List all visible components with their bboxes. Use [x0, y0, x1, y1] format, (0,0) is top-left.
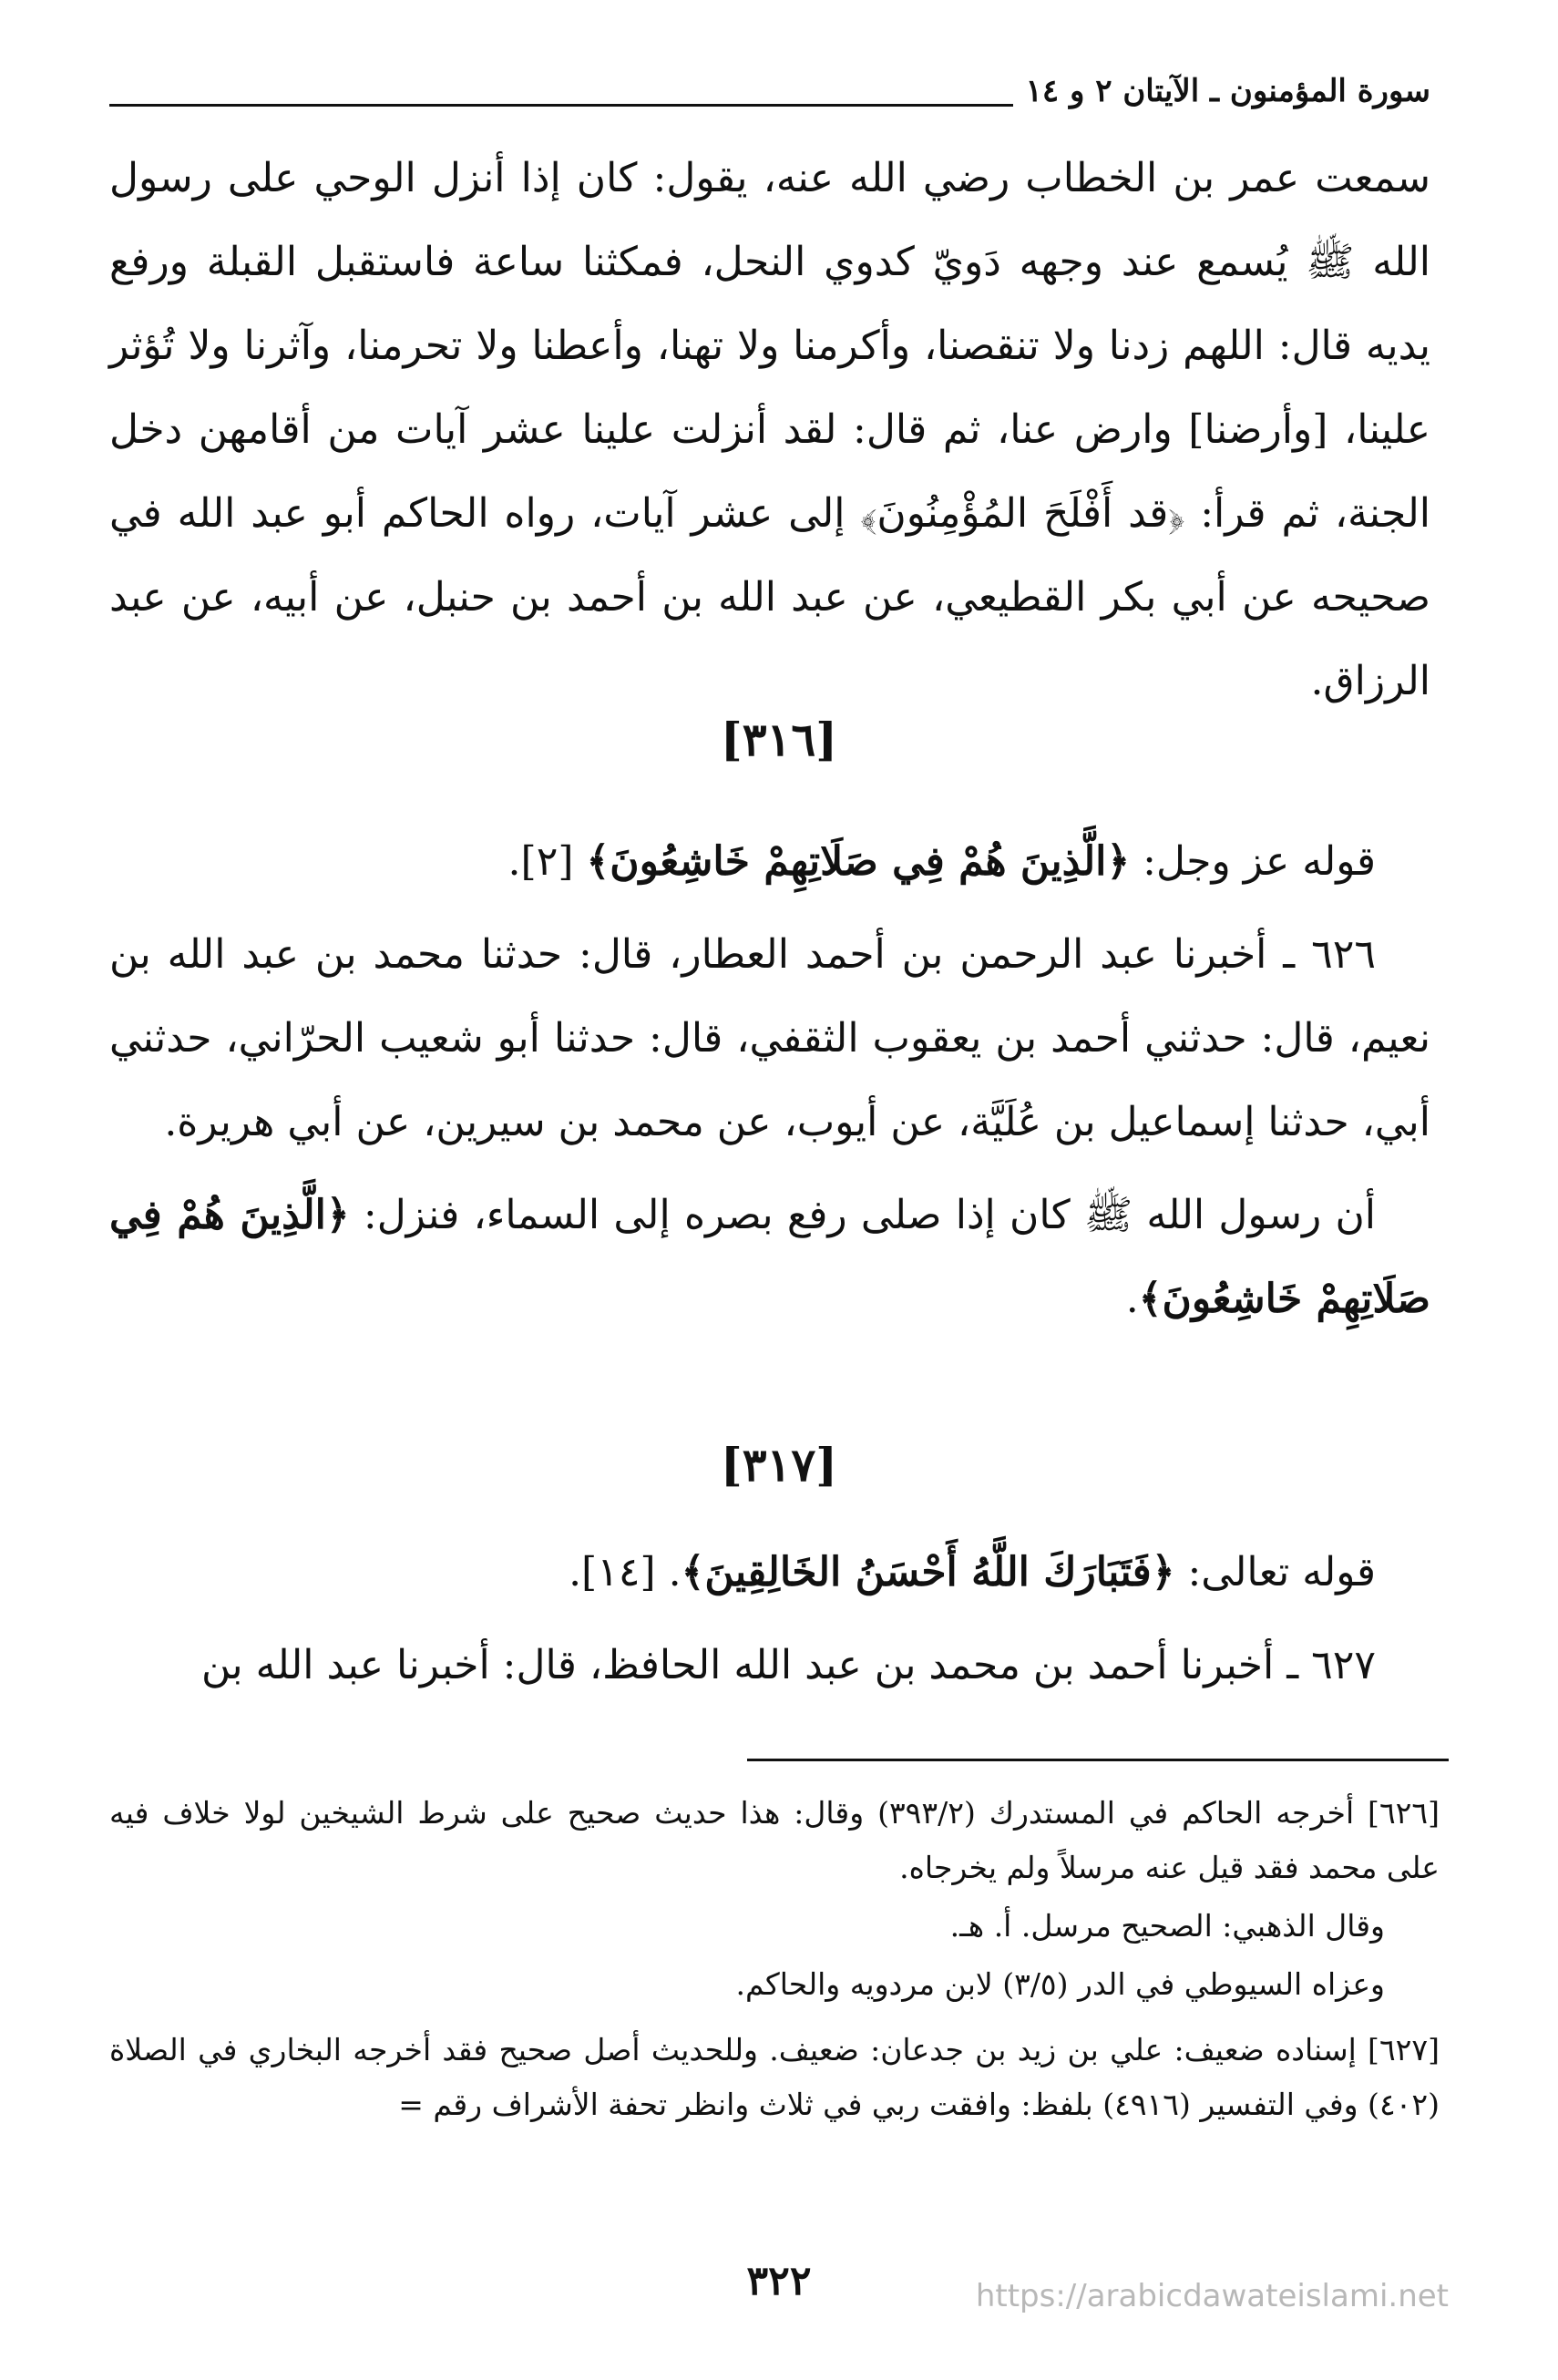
footnote-rule — [747, 1759, 1449, 1761]
page-number: ٣٢٢ — [746, 2258, 812, 2304]
running-header — [109, 73, 1430, 128]
footnote-626: [٦٢٦] أخرجه الحاكم في المستدرك (٣٩٣/٢) وقال: هذا حديث صحيح على شرط الشيخين لولا خلاف فيه على محمد فقد قيل عنه مرسلاً ولم يخرجاه. — [109, 1795, 1440, 1885]
section-316-block — [109, 820, 1430, 1341]
section-number-317: [٣١٧] — [721, 1438, 837, 1492]
section-number-316: [٣١٦] — [721, 713, 837, 766]
verse-reference: [٢]. — [507, 838, 587, 885]
quran-verse: ﴿الَّذِينَ هُمْ فِي صَلَاتِهِمْ خَاشِعُونَ﴾ — [109, 1192, 1430, 1322]
footnote-627: [٦٢٧] إسناده ضعيف: علي بن زيد بن جدعان: ضعيف. وللحديث أصل صحيح فقد أخرجه البخاري في الصلاة (٤٠٢) وفي التفسير (٤٩١٦) بلفظ: وافقت ربي في ثلاث وانظر تحفة الأشراف رقم = — [109, 2032, 1440, 2122]
section-317-block — [109, 1531, 1430, 1708]
narration-626: ٦٢٦ ـ أخبرنا عبد الرحمن بن أحمد العطار، قال: حدثنا محمد بن عبد الله بن نعيم، قال: حدثني أحمد بن يعقوب الثقفي، قال: حدثنا أبو شعيب الحرّاني، حدثني أبي، حدثنا إسماعيل بن عُلَيَّة، عن أيوب، عن محمد بن سيرين، عن أبي هريرة. — [109, 931, 1430, 1145]
intro-paragraph: سمعت عمر بن الخطاب رضي الله عنه، يقول: كان إذا أنزل الوحي على رسول الله ﷺ يُسمع عند وجهه دَويّ كدوي النحل، فمكثنا ساعة فاستقبل القبلة ورفع يديه قال: اللهم زدنا ولا تنقصنا، وأكرمنا ولا تهنا، وأعطنا ولا تحرمنا، وآثرنا ولا تُؤثر علينا، [وأرضنا] وارض عنا، ثم قال: لقد أنزلت علينا عشر آيات من أقامهن دخل الجنة، ثم قرأ: ﴿قد أَفْلَحَ المُؤْمِنُونَ﴾ إلى عشر آيات، رواه الحاكم أبو عبد الله في صحيحه عن أبي بكر القطيعي، عن عبد الله بن أحمد بن حنبل، عن أبيه، عن عبد الرزاق. — [109, 155, 1430, 704]
narration-627: ٦٢٧ ـ أخبرنا أحمد بن محمد بن عبد الله الحافظ، قال: أخبرنا عبد الله بن — [200, 1642, 1376, 1688]
verse-heading-317 — [109, 1531, 1430, 1615]
intro-paragraph-block — [109, 137, 1430, 723]
footnotes — [109, 1786, 1440, 2136]
hadith-text: أن رسول الله ﷺ كان إذا صلى رفع بصره إلى السماء، فنزل: — [349, 1192, 1377, 1238]
running-header-title: سورة المؤمنون ـ الآيتان ٢ و ١٤ — [1013, 73, 1430, 109]
quran-verse: ﴿فَتَبَارَكَ اللَّهُ أَحْسَنُ الخَالِقِينَ﴾ — [681, 1549, 1175, 1595]
verse-intro: قوله عز وجل: — [1130, 838, 1376, 885]
hadith-end: . — [1125, 1276, 1139, 1322]
verse-heading-316 — [109, 820, 1430, 904]
quran-verse: ﴿الَّذِينَ هُمْ فِي صَلَاتِهِمْ خَاشِعُونَ﴾ — [586, 838, 1131, 885]
verse-reference: . [١٤]. — [569, 1549, 682, 1595]
watermark-url: https://arabicdawateislami.net — [975, 2278, 1449, 2314]
footnote-626-line: وقال الذهبي: الصحيح مرسل. أ. هـ. — [949, 1908, 1385, 1944]
verse-intro: قوله تعالى: — [1174, 1549, 1376, 1595]
footnote-626-line: وعزاه السيوطي في الدر (٣/٥) لابن مردويه والحاكم. — [735, 1966, 1385, 2002]
hadith-text-626 — [109, 1174, 1430, 1341]
